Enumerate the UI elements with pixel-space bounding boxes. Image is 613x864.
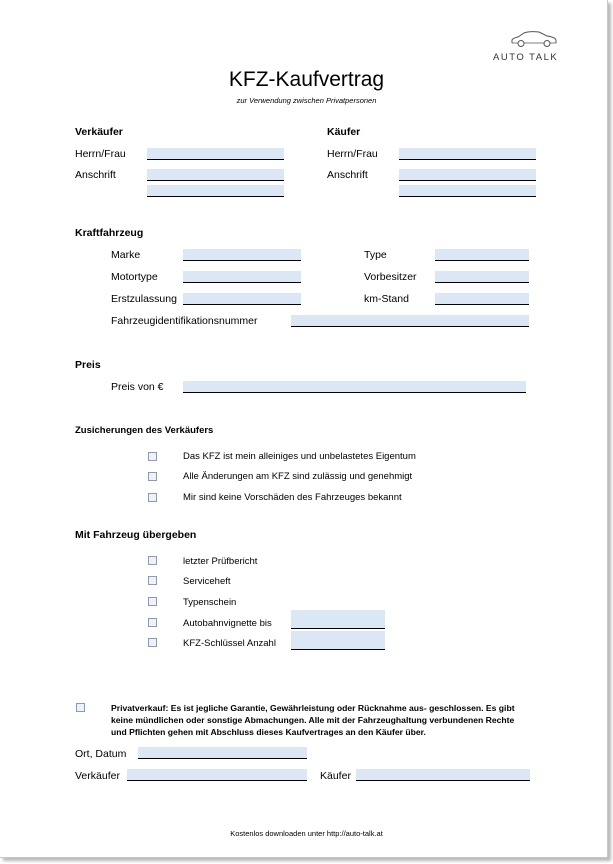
seller-name-label: Herrn/Frau (75, 148, 126, 160)
private-sale-disclaimer: Privatverkauf: Es ist jegliche Garantie, Gewährleistung oder Rücknahme aus- geschlossen. Es gibt keine mündlichen oder sonstige Abmachungen. Alle mit der Fahrzeughaltung verbundenen Rechte und Pflichten gehen mit Abschluss dieses Kaufvertrages an den Käufer über. (111, 703, 515, 737)
logo-text: AUTO TALK (493, 52, 559, 63)
seller-name-field[interactable] (147, 148, 284, 160)
footer-note: Kostenlos downloaden unter http://auto-talk.at (230, 829, 383, 838)
buyer-address-field-2[interactable] (399, 185, 536, 197)
vin-field[interactable] (291, 315, 529, 327)
vignette-field[interactable] (291, 610, 385, 629)
previous-owners-label: Vorbesitzer (364, 271, 417, 283)
seller-address-field-1[interactable] (147, 169, 284, 181)
buyer-name-label: Herrn/Frau (327, 148, 378, 160)
first-registration-field[interactable] (183, 293, 301, 305)
seller-signature-label: Verkäufer (75, 770, 120, 782)
handover-item-3: Typenschein (183, 597, 237, 608)
seller-address-field-2[interactable] (147, 185, 284, 197)
key-count-field[interactable] (291, 631, 385, 650)
price-heading: Preis (75, 359, 101, 371)
buyer-address-field-1[interactable] (399, 169, 536, 181)
seller-address-label: Anschrift (75, 169, 116, 181)
make-label: Marke (111, 249, 141, 261)
buyer-signature-label: Käufer (320, 770, 351, 782)
place-date-field[interactable] (138, 747, 307, 759)
first-registration-label: Erstzulassung (111, 293, 177, 305)
handover-checkbox-4[interactable] (148, 618, 157, 627)
assurance-item-3: Mir sind keine Vorschäden des Fahrzeuges bekannt (183, 492, 402, 503)
price-field[interactable] (183, 381, 526, 393)
document-subtitle: zur Verwendung zwischen Privatpersonen (236, 96, 377, 105)
price-label: Preis von € (111, 381, 164, 393)
buyer-heading: Käufer (327, 126, 361, 138)
handover-item-5: KFZ-Schlüssel Anzahl (183, 638, 276, 649)
assurance-item-2: Alle Änderungen am KFZ sind zulässig und genehmigt (183, 471, 413, 482)
type-field[interactable] (435, 249, 529, 261)
handover-checkbox-1[interactable] (148, 556, 157, 565)
assurance-checkbox-2[interactable] (148, 472, 157, 481)
handover-item-1: letzter Prüfbericht (183, 556, 258, 567)
type-label: Type (364, 249, 387, 261)
handover-item-2: Serviceheft (183, 576, 231, 587)
mileage-label: km-Stand (364, 293, 409, 305)
make-field[interactable] (183, 249, 301, 261)
private-sale-checkbox[interactable] (76, 703, 85, 712)
document-title: KFZ-Kaufvertrag (228, 68, 385, 91)
assurances-heading: Zusicherungen des Verkäufers (75, 425, 214, 436)
vin-label: Fahrzeugidentifikationsnummer (111, 315, 258, 327)
vehicle-heading: Kraftfahrzeug (75, 227, 144, 239)
place-date-label: Ort, Datum (75, 748, 127, 760)
assurance-checkbox-3[interactable] (148, 493, 157, 502)
car-icon (509, 30, 559, 48)
handover-item-4: Autobahnvignette bis (183, 618, 272, 629)
previous-owners-field[interactable] (435, 271, 529, 283)
handover-checkbox-5[interactable] (148, 638, 157, 647)
buyer-name-field[interactable] (399, 148, 536, 160)
handover-checkbox-2[interactable] (148, 576, 157, 585)
engine-label: Motortype (111, 271, 158, 283)
assurance-item-1: Das KFZ ist mein alleiniges und unbelastetes Eigentum (183, 451, 416, 462)
mileage-field[interactable] (435, 293, 529, 305)
seller-signature-field[interactable] (127, 769, 307, 781)
seller-heading: Verkäufer (75, 126, 123, 138)
handover-checkbox-3[interactable] (148, 597, 157, 606)
buyer-address-label: Anschrift (327, 169, 368, 181)
buyer-signature-field[interactable] (356, 769, 530, 781)
assurance-checkbox-1[interactable] (148, 452, 157, 461)
engine-field[interactable] (183, 271, 301, 283)
handover-heading: Mit Fahrzeug übergeben (75, 529, 197, 541)
